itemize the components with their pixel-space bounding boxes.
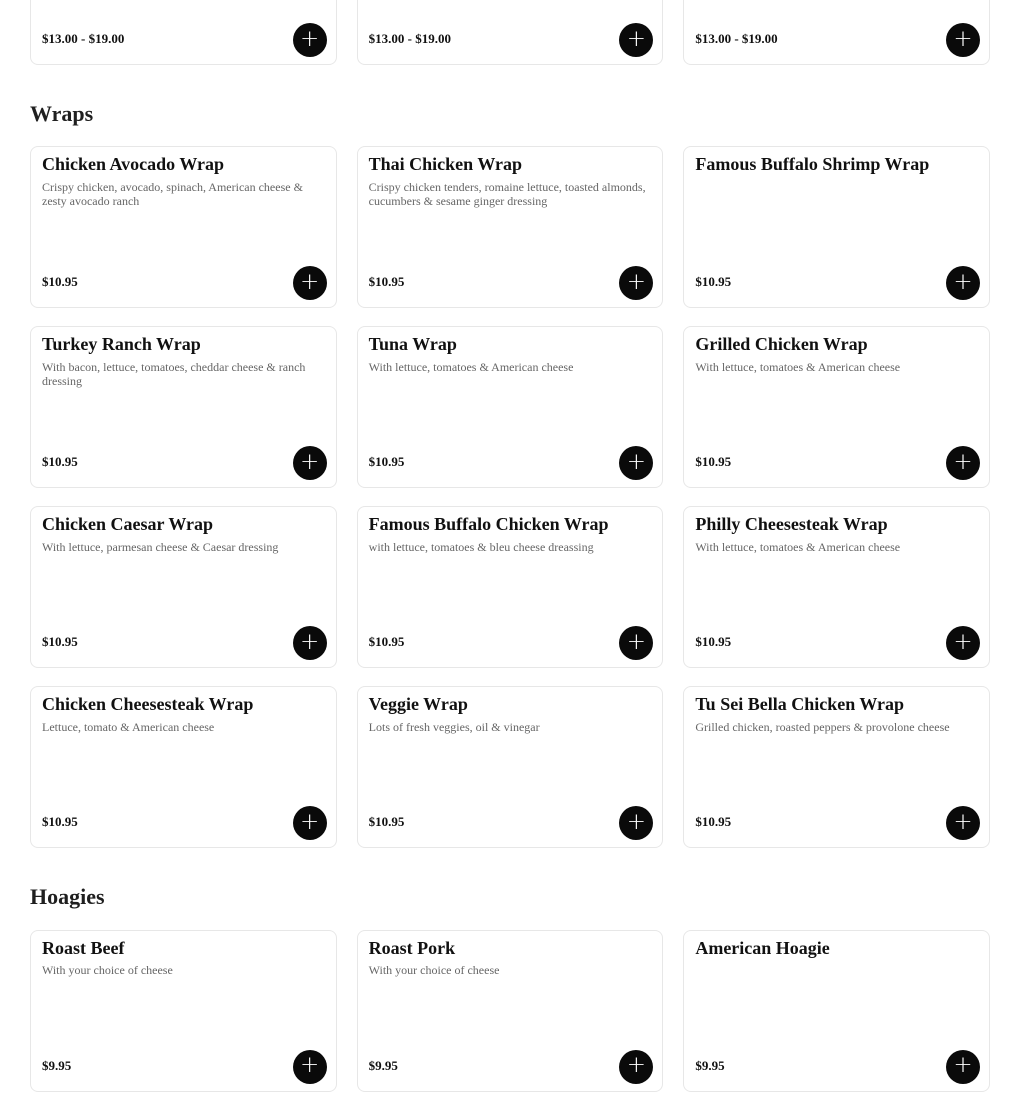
add-to-cart-button[interactable] <box>619 806 653 840</box>
menu-item-card <box>683 326 990 488</box>
add-to-cart-button[interactable] <box>293 806 327 840</box>
menu-item-description: With lettuce, tomatoes & American cheese <box>695 359 901 374</box>
plus-icon: + <box>300 628 320 655</box>
plus-icon: + <box>300 448 320 475</box>
menu-item-price: $9.95 <box>695 1057 725 1073</box>
menu-item-price: $10.95 <box>695 274 732 290</box>
menu-item-name: Grilled Chicken Wrap <box>695 334 868 355</box>
menu-item-price: $13.00 - $19.00 <box>695 31 778 46</box>
add-to-cart-button[interactable] <box>946 23 980 57</box>
plus-icon: + <box>626 25 646 52</box>
menu-item-description: With bacon, lettuce, tomatoes, cheddar cheese & ranch dressing <box>42 359 306 388</box>
menu-item-name: Chicken Cheesesteak Wrap <box>42 694 254 715</box>
menu-item-card <box>30 930 337 1092</box>
menu-item-description: Crispy chicken, avocado, spinach, American cheese & zesty avocado ranch <box>42 179 303 208</box>
add-to-cart-button[interactable] <box>293 266 327 300</box>
menu-item-description: With lettuce, tomatoes & American cheese <box>368 359 574 374</box>
menu-item-description: With lettuce, tomatoes & American cheese <box>695 539 901 554</box>
menu-item-price: $10.95 <box>368 454 405 470</box>
menu-item-description: Lettuce, tomato & American cheese <box>42 719 215 734</box>
menu-item-description: With lettuce, parmesan cheese & Caesar dressing <box>42 539 279 554</box>
menu-item-name: American Hoagie <box>695 937 830 958</box>
partial-menu-row <box>30 0 990 65</box>
menu-item-description: With your choice of cheese <box>42 963 173 978</box>
plus-icon: + <box>626 268 646 295</box>
plus-icon: + <box>953 25 973 52</box>
add-to-cart-button[interactable] <box>946 266 980 300</box>
menu-grid-wraps <box>30 146 990 848</box>
plus-icon: + <box>626 628 646 655</box>
menu-item-card <box>683 686 990 848</box>
menu-item-name: Tuna Wrap <box>368 334 457 355</box>
menu-item-name: Roast Pork <box>368 937 456 958</box>
menu-item-price: $9.95 <box>368 1057 398 1073</box>
section-heading-hoagies: Hoagies <box>30 884 105 910</box>
plus-icon: + <box>953 628 973 655</box>
menu-item-description: Grilled chicken, roasted peppers & provolone cheese <box>695 719 950 734</box>
menu-item-price: $10.95 <box>42 454 78 470</box>
menu-item-price: $10.95 <box>42 274 78 290</box>
menu-item-price: $9.95 <box>42 1057 72 1073</box>
menu-item-price: $10.95 <box>695 814 732 830</box>
menu-item-card <box>683 146 990 308</box>
menu-item-name: Turkey Ranch Wrap <box>42 334 201 355</box>
add-to-cart-button[interactable] <box>946 806 980 840</box>
menu-item-price: $10.95 <box>695 454 732 470</box>
add-to-cart-button[interactable] <box>293 626 327 660</box>
menu-item-name: Chicken Caesar Wrap <box>42 514 214 535</box>
menu-item-price: $10.95 <box>695 634 732 650</box>
add-to-cart-button[interactable] <box>293 1050 327 1084</box>
add-to-cart-button[interactable] <box>293 23 327 57</box>
plus-icon: + <box>300 25 320 52</box>
menu-item-card <box>30 146 337 308</box>
plus-icon: + <box>953 808 973 835</box>
menu-item-card <box>357 930 664 1092</box>
menu-item-description: with lettuce, tomatoes & bleu cheese dreassing <box>368 539 594 554</box>
menu-item-card <box>357 506 664 668</box>
add-to-cart-button[interactable] <box>619 266 653 300</box>
menu-item-card <box>30 0 337 65</box>
plus-icon: + <box>300 268 320 295</box>
menu-item-card <box>357 326 664 488</box>
add-to-cart-button[interactable] <box>619 23 653 57</box>
menu-item-price: $10.95 <box>368 634 405 650</box>
menu-item-card <box>683 0 990 65</box>
menu-item-card <box>30 326 337 488</box>
plus-icon: + <box>953 1052 973 1079</box>
add-to-cart-button[interactable] <box>946 626 980 660</box>
section-heading-wraps: Wraps <box>30 101 94 126</box>
menu-item-name: Roast Beef <box>42 937 125 958</box>
plus-icon: + <box>626 1052 646 1079</box>
add-to-cart-button[interactable] <box>619 446 653 480</box>
menu-item-price: $10.95 <box>42 634 78 650</box>
menu-item-price: $10.95 <box>368 814 405 830</box>
menu-item-name: Veggie Wrap <box>368 694 468 715</box>
menu-item-card <box>683 506 990 668</box>
menu-item-name: Famous Buffalo Shrimp Wrap <box>695 154 930 175</box>
menu-item-card <box>30 506 337 668</box>
menu-grid-hoagies <box>30 930 990 1092</box>
menu-item-name: Famous Buffalo Chicken Wrap <box>368 514 609 535</box>
menu-item-name: Philly Cheesesteak Wrap <box>695 514 888 535</box>
menu-item-name: Thai Chicken Wrap <box>368 154 523 175</box>
menu-item-description: Lots of fresh veggies, oil & vinegar <box>368 719 540 734</box>
plus-icon: + <box>953 448 973 475</box>
menu-item-price: $10.95 <box>42 814 78 830</box>
menu-item-card <box>683 930 990 1092</box>
menu-item-card <box>357 0 664 65</box>
add-to-cart-button[interactable] <box>619 626 653 660</box>
menu-item-description: Crispy chicken tenders, romaine lettuce, toasted almonds, cucumbers & sesame ginger dressing <box>368 179 646 208</box>
plus-icon: + <box>300 808 320 835</box>
menu-item-name: Tu Sei Bella Chicken Wrap <box>695 694 905 715</box>
plus-icon: + <box>626 448 646 475</box>
menu-item-name: Chicken Avocado Wrap <box>42 154 225 175</box>
menu-item-card <box>357 146 664 308</box>
menu-item-price: $13.00 - $19.00 <box>42 31 125 46</box>
plus-icon: + <box>300 1052 320 1079</box>
menu-item-card <box>357 686 664 848</box>
plus-icon: + <box>953 268 973 295</box>
add-to-cart-button[interactable] <box>946 446 980 480</box>
menu-item-price: $13.00 - $19.00 <box>368 31 451 46</box>
add-to-cart-button[interactable] <box>619 1050 653 1084</box>
menu-item-price: $10.95 <box>368 274 405 290</box>
menu-item-card <box>30 686 337 848</box>
add-to-cart-button[interactable] <box>293 446 327 480</box>
menu-item-description: With your choice of cheese <box>368 963 500 978</box>
add-to-cart-button[interactable] <box>946 1050 980 1084</box>
plus-icon: + <box>626 808 646 835</box>
